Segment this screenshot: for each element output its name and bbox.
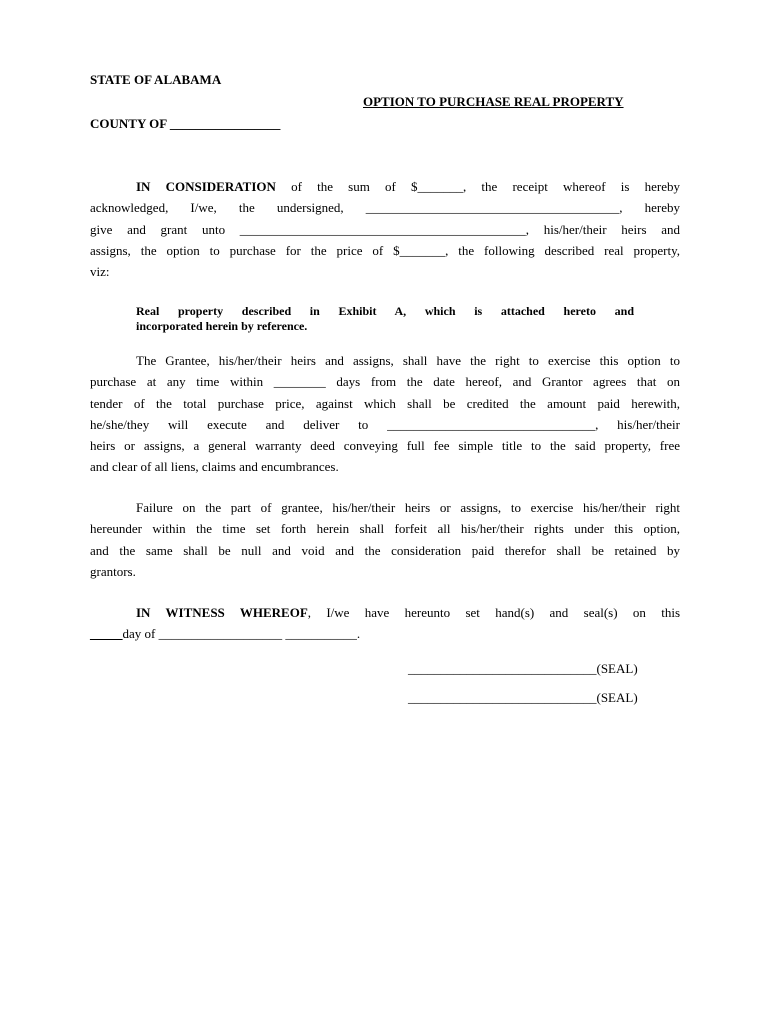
county-heading: COUNTY OF _________________ — [90, 116, 281, 131]
grantee-line2: purchase at any time within ________ days from the date hereof, and Grantor agrees that on — [90, 374, 680, 390]
witness-line2: day of ___________________ ___________. — [122, 626, 361, 642]
document-title: OPTION TO PURCHASE REAL PROPERTY — [363, 94, 624, 109]
paragraph-line — [90, 602, 680, 623]
exhibit-reference — [136, 304, 634, 333]
grantee-line4: he/she/they will execute and deliver to ________________________________, his/her/their — [90, 416, 680, 432]
failure-line1: Failure on the part of grantee, his/her/their heirs or assigns, to exercise his/her/their right — [136, 500, 680, 515]
witness-line1: , I/we have hereunto set hand(s) and seal(s) on this — [307, 605, 681, 620]
failure-paragraph — [90, 497, 680, 582]
witness-paragraph — [90, 602, 680, 645]
grantee-line3: tender of the total purchase price, against which shall be credited the amount paid herewith, — [90, 395, 680, 411]
failure-line2: hereunder within the time set forth herein shall forfeit all his/her/their rights under this option, — [90, 521, 680, 537]
grantee-line1: The Grantee, his/her/their heirs and assigns, shall have the right to exercise this option to — [136, 353, 680, 368]
paragraph-line — [90, 623, 680, 644]
consideration-line4: assigns, the option to purchase for the price of $_______, the following described real property, — [90, 242, 680, 258]
exhibit-line2: incorporated herein by reference. — [136, 318, 308, 333]
grantee-paragraph — [90, 350, 680, 478]
signature-line-1: _____________________________(SEAL) — [408, 661, 638, 676]
consideration-line1: of the sum of $_______, the receipt whereof is hereby — [275, 179, 680, 194]
signature-line-2: _____________________________(SEAL) — [408, 690, 638, 705]
state-heading: STATE OF ALABAMA — [90, 72, 222, 87]
paragraph-line — [90, 176, 680, 197]
failure-line4: grantors. — [90, 563, 136, 579]
grantee-line6: and clear of all liens, claims and encumbrances. — [90, 459, 339, 475]
consideration-line2: acknowledged, I/we, the undersigned, _______________________________________, hereby — [90, 200, 680, 216]
witness-lead: IN WITNESS WHEREOF — [136, 605, 308, 620]
grantee-line5: heirs or assigns, a general warranty deed conveying full fee simple title to the said property, free — [90, 438, 680, 454]
exhibit-line1: Real property described in Exhibit A, which is attached hereto and — [136, 304, 634, 318]
consideration-paragraph — [90, 176, 680, 282]
consideration-lead: IN CONSIDERATION — [136, 179, 276, 194]
consideration-line5: viz: — [90, 264, 110, 280]
failure-line3: and the same shall be null and void and the consideration paid therefor shall be retained by — [90, 542, 680, 558]
day-blank: _____ — [90, 626, 123, 642]
consideration-line3: give and grant unto ____________________________________________, his/her/their heirs and — [90, 221, 680, 237]
